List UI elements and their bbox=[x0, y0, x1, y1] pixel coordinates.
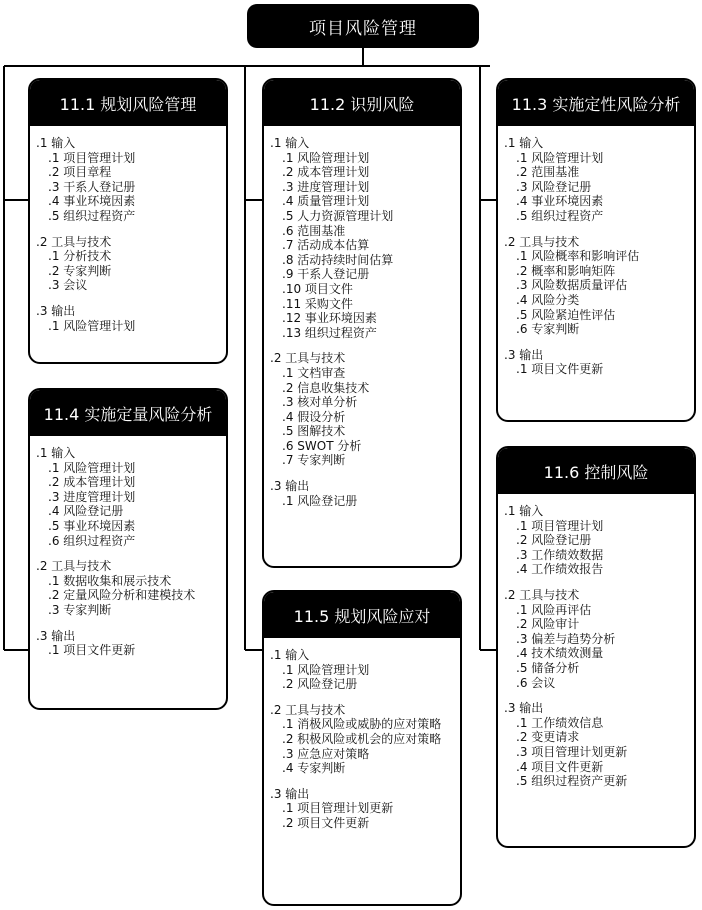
process-11-2-box bbox=[262, 78, 462, 568]
group-item: .6 专家判断 bbox=[516, 322, 580, 337]
process-header bbox=[264, 80, 460, 126]
group-title: .3 输出 bbox=[504, 701, 544, 716]
group-item: .4 项目文件更新 bbox=[516, 759, 604, 774]
group-item: .9 干系人登记册 bbox=[282, 267, 370, 282]
group-item: .1 项目文件更新 bbox=[516, 362, 604, 377]
group-spacer bbox=[504, 690, 688, 701]
group-item: .1 项目管理计划 bbox=[48, 150, 136, 165]
group-title: .2 工具与技术 bbox=[36, 234, 112, 249]
group-item: .2 风险审计 bbox=[516, 617, 580, 632]
root-title: 项目风险管理 bbox=[309, 18, 417, 39]
group-title: .3 输出 bbox=[36, 303, 76, 318]
group-item: .1 风险概率和影响评估 bbox=[516, 249, 640, 264]
process-title: 11.5 规划风险应对 bbox=[293, 606, 431, 626]
group-item: .3 进度管理计划 bbox=[282, 179, 370, 194]
group-title: .1 输入 bbox=[270, 648, 310, 662]
group-title: .2 工具与技术 bbox=[504, 587, 580, 602]
group-item: .1 风险管理计划 bbox=[48, 460, 136, 475]
group-item: .1 项目管理计划 bbox=[516, 518, 604, 533]
group-item: .4 专家判断 bbox=[282, 761, 346, 776]
group-item: .3 项目管理计划更新 bbox=[516, 744, 628, 759]
group-item: .5 风险紧迫性评估 bbox=[516, 307, 616, 322]
group-item: .1 风险管理计划 bbox=[48, 318, 136, 333]
group-item: .2 积极风险或机会的应对策略 bbox=[282, 731, 442, 746]
process-body bbox=[498, 494, 694, 789]
process-11-4-box bbox=[28, 388, 228, 710]
process-body bbox=[264, 126, 460, 508]
group-spacer bbox=[270, 692, 454, 703]
group-item: .6 范围基准 bbox=[282, 223, 346, 238]
process-header bbox=[498, 80, 694, 126]
group-item: .1 风险管理计划 bbox=[516, 150, 604, 165]
process-header bbox=[264, 592, 460, 638]
group-item: .3 工作绩效数据 bbox=[516, 547, 604, 562]
group-item: .5 事业环境因素 bbox=[48, 518, 136, 533]
group-title: .3 输出 bbox=[270, 786, 310, 801]
group-title: .3 输出 bbox=[36, 628, 76, 643]
group-item: .2 信息收集技术 bbox=[282, 380, 370, 395]
group-item: .4 事业环境因素 bbox=[48, 194, 136, 209]
group-item: .3 应急应对策略 bbox=[282, 746, 370, 761]
process-body bbox=[30, 126, 226, 333]
group-item: .4 工作绩效报告 bbox=[516, 562, 604, 577]
group-item: .4 风险分类 bbox=[516, 292, 580, 307]
group-spacer bbox=[504, 577, 688, 588]
group-item: .7 活动成本估算 bbox=[282, 238, 370, 253]
process-body bbox=[264, 638, 460, 831]
group-item: .1 风险登记册 bbox=[282, 493, 358, 508]
root-project-risk-management bbox=[247, 4, 479, 48]
group-item: .2 成本管理计划 bbox=[48, 475, 136, 490]
group-item: .2 项目文件更新 bbox=[282, 815, 370, 830]
group-item: .1 文档审查 bbox=[282, 365, 346, 380]
group-title: .1 输入 bbox=[504, 136, 544, 150]
process-title: 11.4 实施定量风险分析 bbox=[43, 404, 213, 424]
process-11-3-box bbox=[496, 78, 696, 422]
process-header bbox=[498, 448, 694, 494]
group-item: .2 专家判断 bbox=[48, 263, 112, 278]
group-title: .3 输出 bbox=[504, 347, 544, 362]
group-item: .8 活动持续时间估算 bbox=[282, 252, 394, 267]
group-item: .10 项目文件 bbox=[282, 281, 353, 296]
group-spacer bbox=[270, 776, 454, 787]
group-item: .1 风险再评估 bbox=[516, 602, 592, 617]
group-item: .2 概率和影响矩阵 bbox=[516, 263, 616, 278]
group-item: .1 工作绩效信息 bbox=[516, 715, 604, 730]
process-header bbox=[30, 80, 226, 126]
group-item: .13 组织过程资产 bbox=[282, 325, 377, 340]
group-spacer bbox=[504, 224, 688, 235]
process-title: 11.1 规划风险管理 bbox=[59, 94, 197, 114]
group-item: .5 人力资源管理计划 bbox=[282, 208, 394, 223]
group-item: .2 风险登记册 bbox=[282, 677, 358, 692]
group-item: .3 进度管理计划 bbox=[48, 489, 136, 504]
group-item: .5 图解技术 bbox=[282, 424, 346, 439]
group-item: .4 事业环境因素 bbox=[516, 194, 604, 209]
group-item: .4 技术绩效测量 bbox=[516, 646, 604, 661]
group-title: .1 输入 bbox=[504, 504, 544, 518]
group-item: .6 组织过程资产 bbox=[48, 533, 136, 548]
group-title: .3 输出 bbox=[270, 479, 310, 494]
group-item: .11 采购文件 bbox=[282, 296, 353, 311]
group-item: .1 项目文件更新 bbox=[48, 643, 136, 658]
group-item: .2 风险登记册 bbox=[516, 533, 592, 548]
group-item: .3 偏差与趋势分析 bbox=[516, 631, 616, 646]
group-item: .3 风险登记册 bbox=[516, 179, 592, 194]
group-item: .6 会议 bbox=[516, 675, 556, 690]
group-item: .3 专家判断 bbox=[48, 602, 112, 617]
process-11-1-box bbox=[28, 78, 228, 364]
group-title: .1 输入 bbox=[36, 446, 76, 460]
group-item: .4 假设分析 bbox=[282, 409, 346, 424]
group-item: .5 组织过程资产 bbox=[48, 208, 136, 223]
process-body bbox=[30, 436, 226, 658]
group-item: .1 分析技术 bbox=[48, 249, 112, 264]
group-item: .1 数据收集和展示技术 bbox=[48, 573, 172, 588]
group-item: .4 质量管理计划 bbox=[282, 194, 370, 209]
group-item: .5 储备分析 bbox=[516, 660, 580, 675]
process-11-6-box bbox=[496, 446, 696, 848]
group-spacer bbox=[270, 340, 454, 351]
process-title: 11.6 控制风险 bbox=[543, 462, 649, 482]
group-spacer bbox=[36, 548, 220, 559]
group-title: .2 工具与技术 bbox=[36, 559, 112, 574]
group-title: .2 工具与技术 bbox=[504, 234, 580, 249]
process-title: 11.2 识别风险 bbox=[309, 94, 415, 114]
group-item: .12 事业环境因素 bbox=[282, 311, 377, 326]
process-header bbox=[30, 390, 226, 436]
group-item: .6 SWOT 分析 bbox=[282, 438, 362, 453]
group-item: .3 核对单分析 bbox=[282, 395, 358, 410]
group-item: .7 专家判断 bbox=[282, 453, 346, 468]
group-item: .2 定量风险分析和建模技术 bbox=[48, 588, 196, 603]
group-item: .3 风险数据质量评估 bbox=[516, 278, 628, 293]
group-item: .2 范围基准 bbox=[516, 165, 580, 180]
group-item: .3 干系人登记册 bbox=[48, 179, 136, 194]
group-title: .2 工具与技术 bbox=[270, 702, 346, 717]
group-item: .1 项目管理计划更新 bbox=[282, 801, 394, 816]
group-spacer bbox=[36, 618, 220, 629]
group-spacer bbox=[36, 224, 220, 235]
group-item: .5 组织过程资产更新 bbox=[516, 774, 628, 789]
group-item: .2 成本管理计划 bbox=[282, 165, 370, 180]
group-spacer bbox=[36, 293, 220, 304]
group-spacer bbox=[270, 468, 454, 479]
process-11-5-box bbox=[262, 590, 462, 906]
process-title: 11.3 实施定性风险分析 bbox=[511, 94, 681, 114]
group-item: .2 变更请求 bbox=[516, 730, 580, 745]
group-item: .1 风险管理计划 bbox=[282, 662, 370, 677]
group-title: .2 工具与技术 bbox=[270, 351, 346, 366]
group-spacer bbox=[504, 337, 688, 348]
process-body bbox=[498, 126, 694, 377]
group-title: .1 输入 bbox=[270, 136, 310, 150]
group-item: .4 风险登记册 bbox=[48, 504, 124, 519]
group-item: .5 组织过程资产 bbox=[516, 208, 604, 223]
group-item: .3 会议 bbox=[48, 278, 88, 293]
group-item: .2 项目章程 bbox=[48, 165, 112, 180]
group-title: .1 输入 bbox=[36, 136, 76, 150]
group-item: .1 风险管理计划 bbox=[282, 150, 370, 165]
group-item: .1 消极风险或威胁的应对策略 bbox=[282, 717, 442, 732]
